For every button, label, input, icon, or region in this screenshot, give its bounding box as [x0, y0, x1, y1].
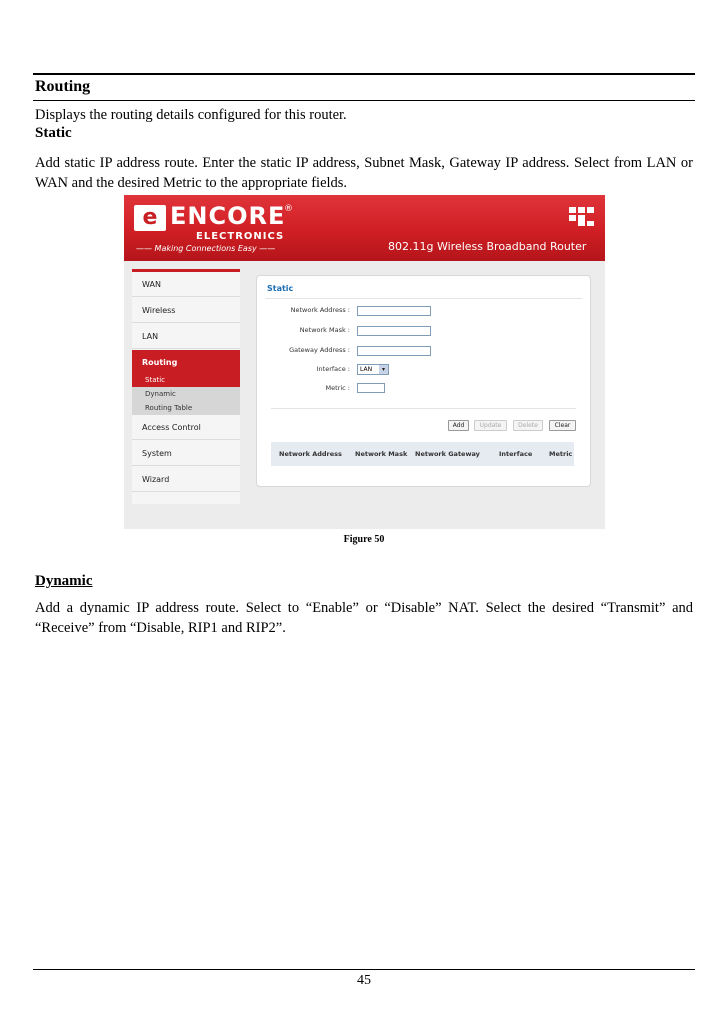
- brand-sub: ELECTRONICS: [196, 231, 285, 242]
- dynamic-paragraph: Add a dynamic IP address route. Select to “Enable” or “Disable” NAT. Select the desired “Transmit” and “Receive” from “Disable, RIP1 and RIP2”.: [35, 600, 693, 636]
- menu-item-wizard[interactable]: Wizard: [132, 467, 240, 492]
- title-rule: [33, 100, 695, 101]
- network-mask-input[interactable]: [357, 326, 431, 336]
- encore-logo-icon: e: [134, 205, 166, 231]
- menu-item-access-control[interactable]: Access Control: [132, 415, 240, 440]
- product-name: 802.11g Wireless Broadband Router: [388, 240, 587, 253]
- network-address-label: Network Address :: [290, 306, 350, 314]
- delete-button[interactable]: Delete: [513, 420, 543, 431]
- router-banner: [124, 195, 605, 261]
- network-address-input[interactable]: [357, 306, 431, 316]
- submenu-item-dynamic[interactable]: Dynamic: [132, 387, 240, 401]
- menu-item-lan[interactable]: LAN: [132, 324, 240, 349]
- column-header-network-address: Network Address: [279, 450, 342, 458]
- button-rule: [271, 408, 576, 409]
- update-button[interactable]: Update: [474, 420, 507, 431]
- footer-rule: [33, 969, 695, 970]
- sidebar-menu: [132, 269, 240, 504]
- metric-label: Metric :: [325, 384, 350, 392]
- menu-item-system[interactable]: System: [132, 441, 240, 466]
- gateway-address-label: Gateway Address :: [289, 346, 350, 354]
- grid-logo-icon: [569, 207, 595, 227]
- column-header-interface: Interface: [499, 450, 533, 458]
- panel-title-rule: [265, 298, 582, 299]
- dynamic-heading: Dynamic: [35, 573, 93, 589]
- top-rule: [33, 73, 695, 75]
- registered-mark: ®: [284, 204, 293, 214]
- gateway-address-input[interactable]: [357, 346, 431, 356]
- brand-name: ENCORE: [170, 202, 286, 230]
- metric-input[interactable]: [357, 383, 385, 393]
- submenu-item-static[interactable]: Static: [132, 373, 240, 387]
- panel-title: Static: [267, 284, 294, 293]
- static-heading: Static: [35, 125, 72, 141]
- column-header-network-gateway: Network Gateway: [415, 450, 480, 458]
- interface-label: Interface :: [316, 365, 350, 373]
- intro-paragraph: Displays the routing details configured for this router.: [35, 107, 347, 123]
- brand-tagline: —— Making Connections Easy ——: [136, 244, 276, 253]
- figure-caption: Figure 50: [343, 534, 385, 545]
- submenu-item-routing-table[interactable]: Routing Table: [132, 401, 240, 415]
- section-title: Routing: [35, 78, 91, 95]
- column-header-network-mask: Network Mask: [355, 450, 408, 458]
- menu-item-wireless[interactable]: Wireless: [132, 298, 240, 323]
- add-button[interactable]: Add: [448, 420, 469, 431]
- router-screenshot: [124, 195, 605, 529]
- network-mask-label: Network Mask :: [299, 326, 350, 334]
- column-header-metric: Metric: [549, 450, 573, 458]
- interface-select[interactable]: [357, 364, 389, 375]
- chevron-down-icon: ▾: [379, 365, 388, 374]
- menu-item-routing[interactable]: Routing: [132, 350, 240, 375]
- routes-table-header: [271, 442, 574, 466]
- menu-item-wan[interactable]: WAN: [132, 272, 240, 297]
- static-paragraph: Add static IP address route. Enter the static IP address, Subnet Mask, Gateway IP address. Select from LAN or WAN and the desired Metric to the appropriate fields.: [35, 155, 693, 191]
- clear-button[interactable]: Clear: [549, 420, 576, 431]
- interface-value: LAN: [360, 366, 373, 373]
- page-number: 45: [357, 973, 371, 988]
- static-panel: [256, 275, 591, 487]
